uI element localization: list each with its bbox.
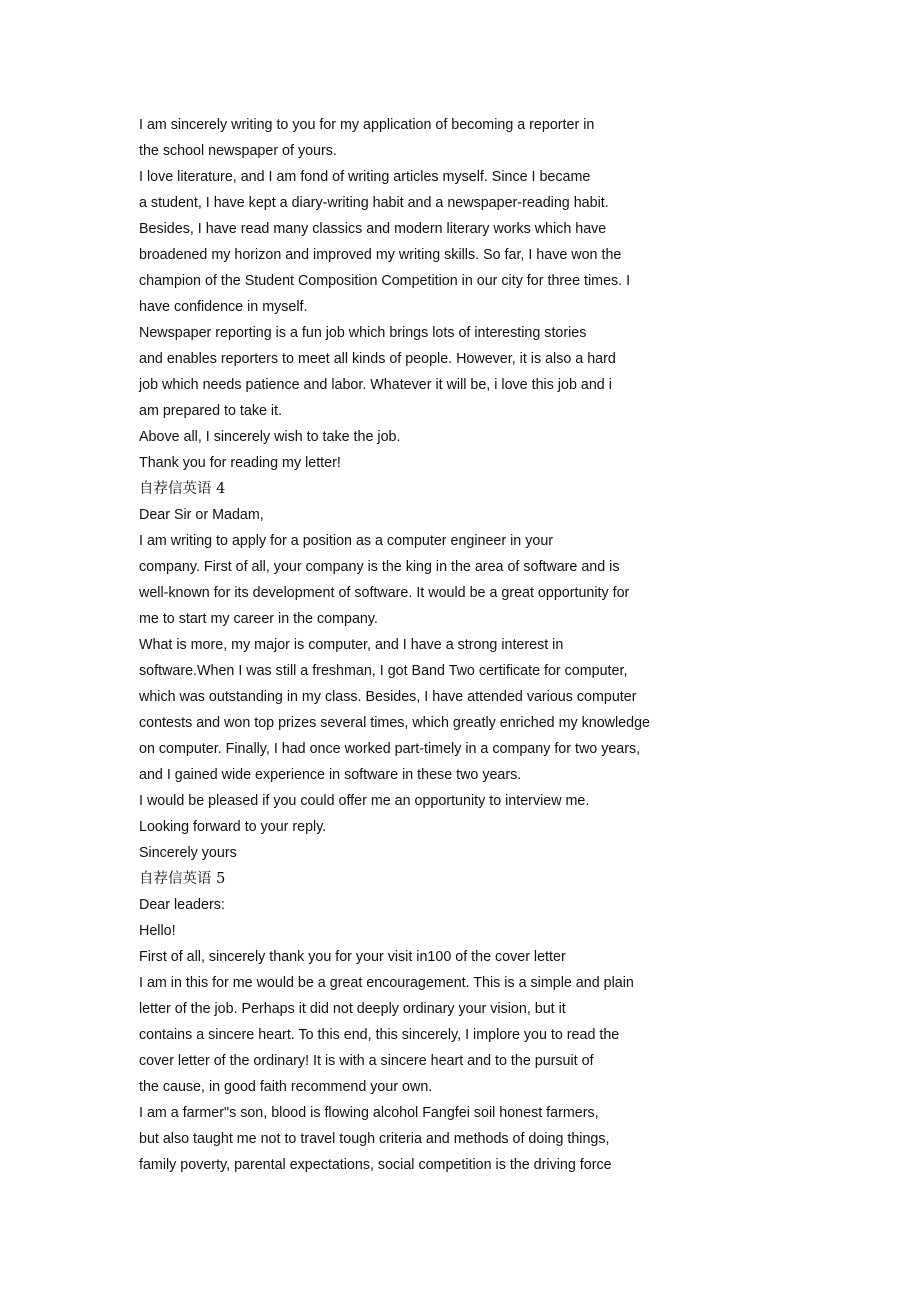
text-line: letter of the job. Perhaps it did not deeply ordinary your vision, but it [139, 1001, 566, 1017]
text-line: I am in this for me would be a great encouragement. This is a simple and plain [139, 975, 634, 991]
text-line: contains a sincere heart. To this end, this sincerely, I implore you to read the [139, 1027, 620, 1043]
text-line: am prepared to take it. [139, 403, 283, 419]
text-line: contests and won top prizes several times, which greatly enriched my knowledge [139, 715, 650, 731]
text-line: family poverty, parental expectations, social competition is the driving force [139, 1157, 612, 1173]
text-line: broadened my horizon and improved my writing skills. So far, I have won the [139, 247, 622, 263]
text-line: and enables reporters to meet all kinds of people. However, it is also a hard [139, 351, 616, 367]
text-line: Hello! [139, 923, 176, 939]
text-line: which was outstanding in my class. Besides, I have attended various computer [139, 689, 637, 705]
text-line: and I gained wide experience in software in these two years. [139, 767, 522, 783]
text-line: job which needs patience and labor. Whatever it will be, i love this job and i [139, 377, 612, 393]
text-line: software.When I was still a freshman, I got Band Two certificate for computer, [139, 663, 628, 679]
text-line: Sincerely yours [139, 845, 237, 861]
text-line: I love literature, and I am fond of writing articles myself. Since I became [139, 169, 591, 185]
text-line: What is more, my major is computer, and I have a strong interest in [139, 637, 564, 653]
text-line: First of all, sincerely thank you for your visit in100 of the cover letter [139, 949, 566, 965]
text-line: Dear Sir or Madam, [139, 507, 264, 523]
text-line: champion of the Student Composition Competition in our city for three times. I [139, 273, 631, 289]
text-line: Newspaper reporting is a fun job which brings lots of interesting stories [139, 325, 587, 341]
text-line: well-known for its development of software. It would be a great opportunity for [139, 585, 630, 601]
text-line: Above all, I sincerely wish to take the job. [139, 429, 401, 445]
text-line: Besides, I have read many classics and modern literary works which have [139, 221, 607, 237]
text-line: me to start my career in the company. [139, 611, 378, 627]
section-heading: 自荐信英语 5 [139, 871, 226, 887]
text-line: have confidence in myself. [139, 299, 308, 315]
text-line: a student, I have kept a diary-writing habit and a newspaper-reading habit. [139, 195, 609, 211]
text-line: but also taught me not to travel tough criteria and methods of doing things, [139, 1131, 610, 1147]
text-line: Thank you for reading my letter! [139, 455, 341, 471]
text-line: company. First of all, your company is the king in the area of software and is [139, 559, 620, 575]
text-line: the cause, in good faith recommend your own. [139, 1079, 433, 1095]
text-line: I would be pleased if you could offer me an opportunity to interview me. [139, 793, 590, 809]
text-line: I am sincerely writing to you for my application of becoming a reporter in [139, 117, 595, 133]
text-line: I am a farmer"s son, blood is flowing alcohol Fangfei soil honest farmers, [139, 1105, 599, 1121]
text-line: the school newspaper of yours. [139, 143, 337, 159]
text-line: on computer. Finally, I had once worked part-timely in a company for two years, [139, 741, 641, 757]
section-heading: 自荐信英语 4 [139, 481, 226, 497]
text-line: Looking forward to your reply. [139, 819, 327, 835]
document-body [139, 112, 699, 1178]
text-line: cover letter of the ordinary! It is with a sincere heart and to the pursuit of [139, 1053, 594, 1069]
text-line: Dear leaders: [139, 897, 225, 913]
text-line: I am writing to apply for a position as a computer engineer in your [139, 533, 554, 549]
